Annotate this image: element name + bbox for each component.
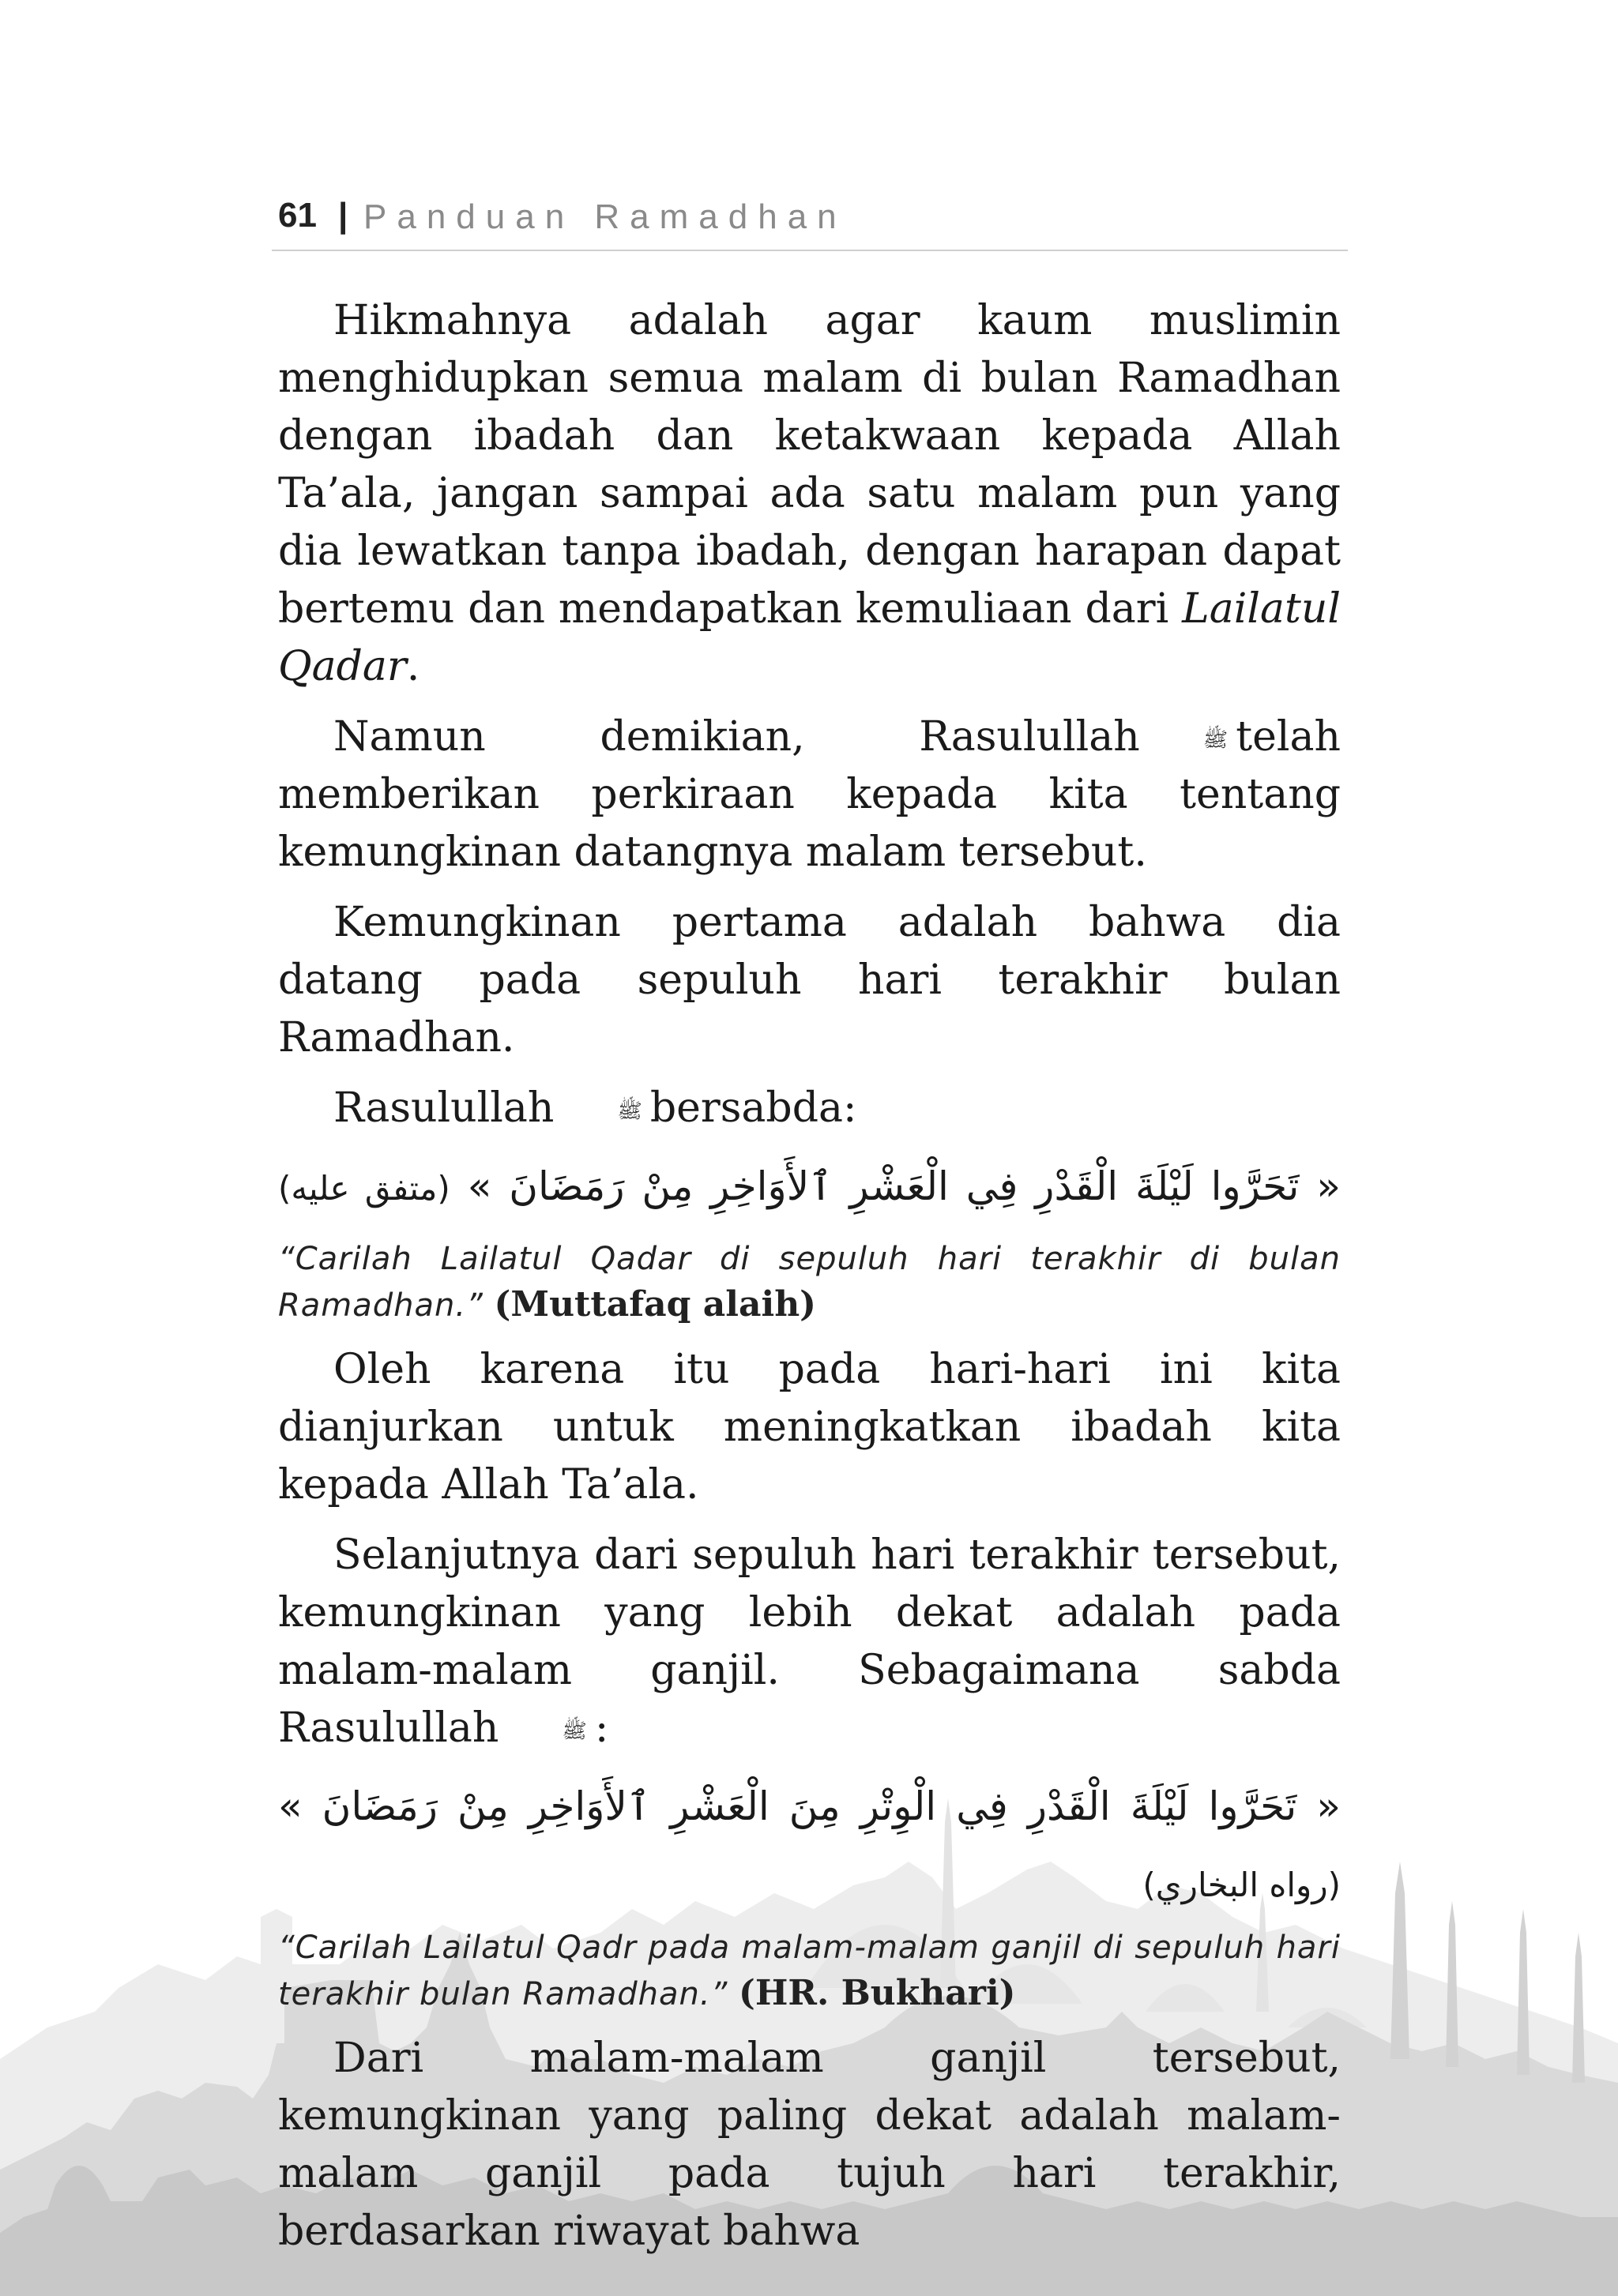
paragraph-text: Namun demikian, Rasulullah [333,713,1140,761]
book-title: Panduan Ramadhan [363,197,847,236]
paragraph-text: Selanjutnya dari sepuluh hari terakhir tersebut, kemungkinan yang lebih dekat adalah pada malam-malam ganjil. Sebagaimana sabda Rasulullah [278,1531,1341,1752]
hadith-2-arabic-text: « تَحَرَّوا لَيْلَةَ الْقَدْرِ فِي الْوِتْرِ مِنَ الْعَشْرِ ٱلأَوَاخِرِ مِنْ رَمَضَانَ » [278,1783,1341,1829]
hadith-2-translation [278,1925,1341,2017]
page-number: 61 [278,196,317,235]
hadith-2-arabic-source: (رواه البخاري) [1142,1866,1341,1904]
paragraph-text: telah memberikan perkiraan kepada kita tentang kemungkinan datangnya malam tersebut. [278,713,1341,876]
hadith-2-reference: (HR. Bukhari) [739,1973,1016,2013]
paragraph-hikmah [278,292,1341,696]
paragraph-text: . [406,643,420,690]
paragraph-text: Rasulullah [333,1084,555,1132]
salawat-icon: ﷺ [617,1099,642,1123]
hadith-1-reference: (Muttafaq alaih) [494,1284,816,1325]
hadith-1-arabic-source: (متفق عليه) [278,1169,450,1208]
paragraph-text: Hikmahnya adalah agar kaum muslimin menghidupkan semua malam di bulan Ramadhan dengan ibadah dan ketakwaan kepada Allah Ta’ala, jangan sampai ada satu malam pun yang dia lewatkan tanpa ibadah, dengan harapan dapat bertemu dan mendapatkan kemuliaan dari [278,297,1341,633]
salawat-icon: ﷺ [1202,727,1229,752]
hadith-2-arabic [278,1770,1341,1843]
hadith-2-translation-text: “Carilah Lailatul Qadr pada malam-malam ganjil di sepuluh hari terakhir bulan Ramadhan.” [278,1930,1341,2012]
paragraph-rasulullah-bersabda [278,1080,1341,1137]
hadith-1-translation [278,1236,1341,1328]
italic-term-lailatul-qadar: Lailatul Qadar [278,585,1341,690]
paragraph-dari-malam-malam-ganjil: Dari malam-malam ganjil tersebut, kemungkinan yang paling dekat adalah malam-malam ganjil pada tujuh hari terakhir, berdasarkan riwayat bahwa [278,2035,1341,2255]
hadith-1-arabic-text: « تَحَرَّوا لَيْلَةَ الْقَدْرِ فِي الْعَشْرِ ٱلأَوَاخِرِ مِنْ رَمَضَانَ » [467,1163,1341,1209]
paragraph-kemungkinan-pertama: Kemungkinan pertama adalah bahwa dia datang pada sepuluh hari terakhir bulan Ramadhan. [278,899,1341,1062]
page-content [278,292,1341,2273]
paragraph-selanjutnya [278,1527,1341,1757]
paragraph-text: bersabda: [649,1084,857,1132]
hadith-1-arabic [278,1150,1341,1225]
paragraph-namun-demikian [278,708,1341,881]
paragraph-oleh-karena-itu: Oleh karena itu pada hari-hari ini kita dianjurkan untuk meningkatkan ibadah kita kepada Allah Ta’ala. [278,1346,1341,1509]
header-separator: | [338,196,348,235]
paragraph-text: : [594,1704,609,1752]
page-header [272,186,1348,251]
salawat-icon: ﷺ [562,1719,587,1743]
hadith-1-translation-text: “Carilah Lailatul Qadar di sepuluh hari terakhir di bulan Ramadhan.” [278,1241,1341,1324]
